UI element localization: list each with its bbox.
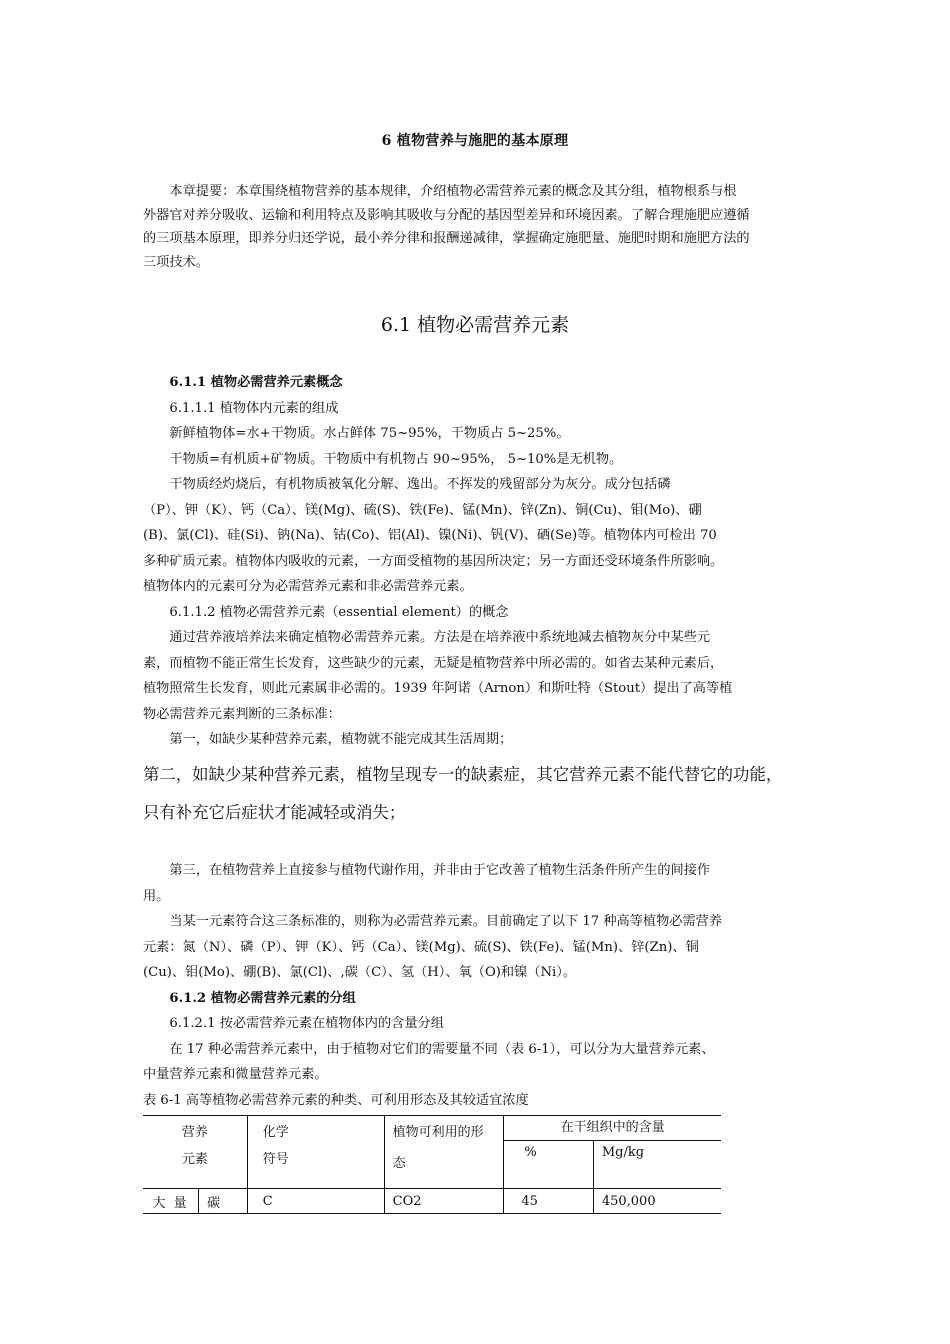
subsection-heading-6-1-2: 6.1.2 植物必需营养元素的分组 (169, 990, 356, 1006)
header-symbol-line-2: 符号 (262, 1152, 289, 1167)
abstract-line: 三项技术。 (143, 254, 209, 270)
header-form (384, 1116, 504, 1189)
abstract-line: 本章提要：本章围绕植物营养的基本规律，介绍植物必需营养元素的概念及其分组，植物根系与根 (169, 184, 737, 199)
subsection-heading-6-1-1: 6.1.1 植物必需营养元素概念 (169, 375, 343, 390)
row-form: CO2 (384, 1189, 504, 1214)
row-group: 大 量 (143, 1189, 199, 1214)
paragraph-line: 植物体内的元素可分为必需营养元素和非必需营养元素。 (143, 579, 473, 594)
chapter-abstract (143, 180, 815, 204)
paragraph-line: (Cu)、钼(Mo)、硼(B)、氯(Cl)、,碳（C）、氢（H）、氧（O)和镍（Ni）。 (143, 965, 577, 980)
header-mgkg: Mg/kg (593, 1141, 721, 1189)
criterion-1: 第一，如缺少某种营养元素，植物就不能完成其生活周期； (169, 732, 513, 747)
paragraph-line: 在 17 种必需营养元素中，由于植物对它们的需要量不同（表 6-1），可以分为大量营养元素、 (169, 1041, 715, 1057)
criterion-2 (143, 756, 823, 832)
header-element-line-1: 营养 (181, 1125, 208, 1140)
paragraph-line: 植物照常生长发育，则此元素属非必需的。1939 年阿诺（Arnon）和斯吐特（Stout）提出了高等植 (143, 681, 733, 696)
header-symbol-line-1: 化学 (262, 1125, 289, 1140)
paragraph: 干物质=有机质+矿物质。干物质中有机物占 90~95%， 5~10%是无机物。 (169, 451, 623, 467)
body-text-2 (143, 858, 813, 1113)
header-element (143, 1116, 247, 1189)
row-percent: 45 (504, 1189, 594, 1214)
paragraph-line: 干物质经灼烧后，有机物质被氧化分解、逸出。不挥发的残留部分为灰分。成分包括磷 (169, 477, 671, 492)
header-form-line-2: 态 (392, 1156, 406, 1171)
row-symbol: C (247, 1189, 384, 1214)
section-heading-6-1: 6.1 植物必需营养元素 (380, 314, 570, 336)
chapter-title: 6 植物营养与施肥的基本原理 (381, 133, 569, 149)
paragraph-line: 物必需营养元素判断的三条标准： (143, 706, 341, 722)
paragraph-line: (B)、氯(Cl)、硅(Si)、钠(Na)、钴(Co)、铝(Al)、镍(Ni)、钒(V)、硒(Se)等。植物体内可检出 70 (143, 528, 717, 543)
subsubsection-heading-6-1-2-1: 6.1.2.1 按必需营养元素在植物体内的含量分组 (169, 1016, 444, 1031)
paragraph-line: 中量营养元素和微量营养元素。 (143, 1067, 328, 1082)
row-element: 碳 (199, 1189, 248, 1214)
paragraph: 新鲜植物体=水+干物质。水占鲜体 75~95%，干物质占 5~25%。 (169, 426, 570, 441)
nutrient-table (143, 1115, 721, 1214)
table-caption: 表 6-1 高等植物必需营养元素的种类、可利用形态及其较适宜浓度 (143, 1092, 529, 1108)
paragraph-line: （P）、钾（K）、钙（Ca）、镁(Mg)、硫(S)、铁(Fe)、锰(Mn)、锌(Zn)、铜(Cu)、钼(Mo)、硼 (143, 502, 702, 518)
header-content: 在干组织中的含量 (504, 1116, 721, 1141)
paragraph-line: 多种矿质元素。植物体内吸收的元素，一方面受植物的基因所决定；另一方面还受环境条件所影响。 (143, 553, 724, 569)
paragraph-line: 当某一元素符合这三条标准的，则称为必需营养元素。目前确定了以下 17 种高等植物必需营养 (169, 914, 723, 929)
header-form-line-1: 植物可利用的形 (392, 1125, 484, 1140)
abstract-line: 外器官对养分吸收、运输和利用特点及影响其吸收与分配的基因型差异和环境因素。了解合理施肥应遵循 (143, 207, 750, 223)
criterion-3-line: 用。 (143, 888, 170, 904)
criterion-3-line: 第三，在植物营养上直接参与植物代谢作用，并非由于它改善了植物生活条件所产生的间接作 (169, 863, 711, 878)
paragraph-line: 素，而植物不能正常生长发育，这些缺少的元素，无疑是植物营养中所必需的。如省去某种元素后， (143, 655, 724, 671)
paragraph-line: 元素：氮（N）、磷（P）、钾（K）、钙（Ca）、镁(Mg)、硫(S)、铁(Fe)、锰(Mn)、锌(Zn)、铜 (143, 939, 699, 955)
row-mgkg: 450,000 (593, 1189, 721, 1214)
chapter-abstract-cont (143, 204, 815, 275)
body-text (143, 370, 813, 753)
header-element-line-2: 元素 (181, 1152, 208, 1167)
criterion-2-line: 只有补充它后症状才能减轻或消失； (143, 803, 406, 822)
subsubsection-heading-6-1-1-2: 6.1.1.2 植物必需营养元素（essential element）的概念 (169, 604, 509, 620)
paragraph-line: 通过营养液培养法来确定植物必需营养元素。方法是在培养液中系统地减去植物灰分中某些元 (169, 630, 711, 645)
header-percent: % (504, 1141, 594, 1189)
criterion-2-line: 第二，如缺少某种营养元素，植物呈现专一的缺素症，其它营养元素不能代替它的功能， (143, 765, 783, 784)
abstract-line: 的三项基本原理，即养分归还学说，最小养分律和报酬递减律，掌握确定施肥量、施肥时期和施肥方法的 (143, 231, 750, 246)
header-symbol (247, 1116, 384, 1189)
subsubsection-heading-6-1-1-1: 6.1.1.1 植物体内元素的组成 (169, 400, 339, 416)
